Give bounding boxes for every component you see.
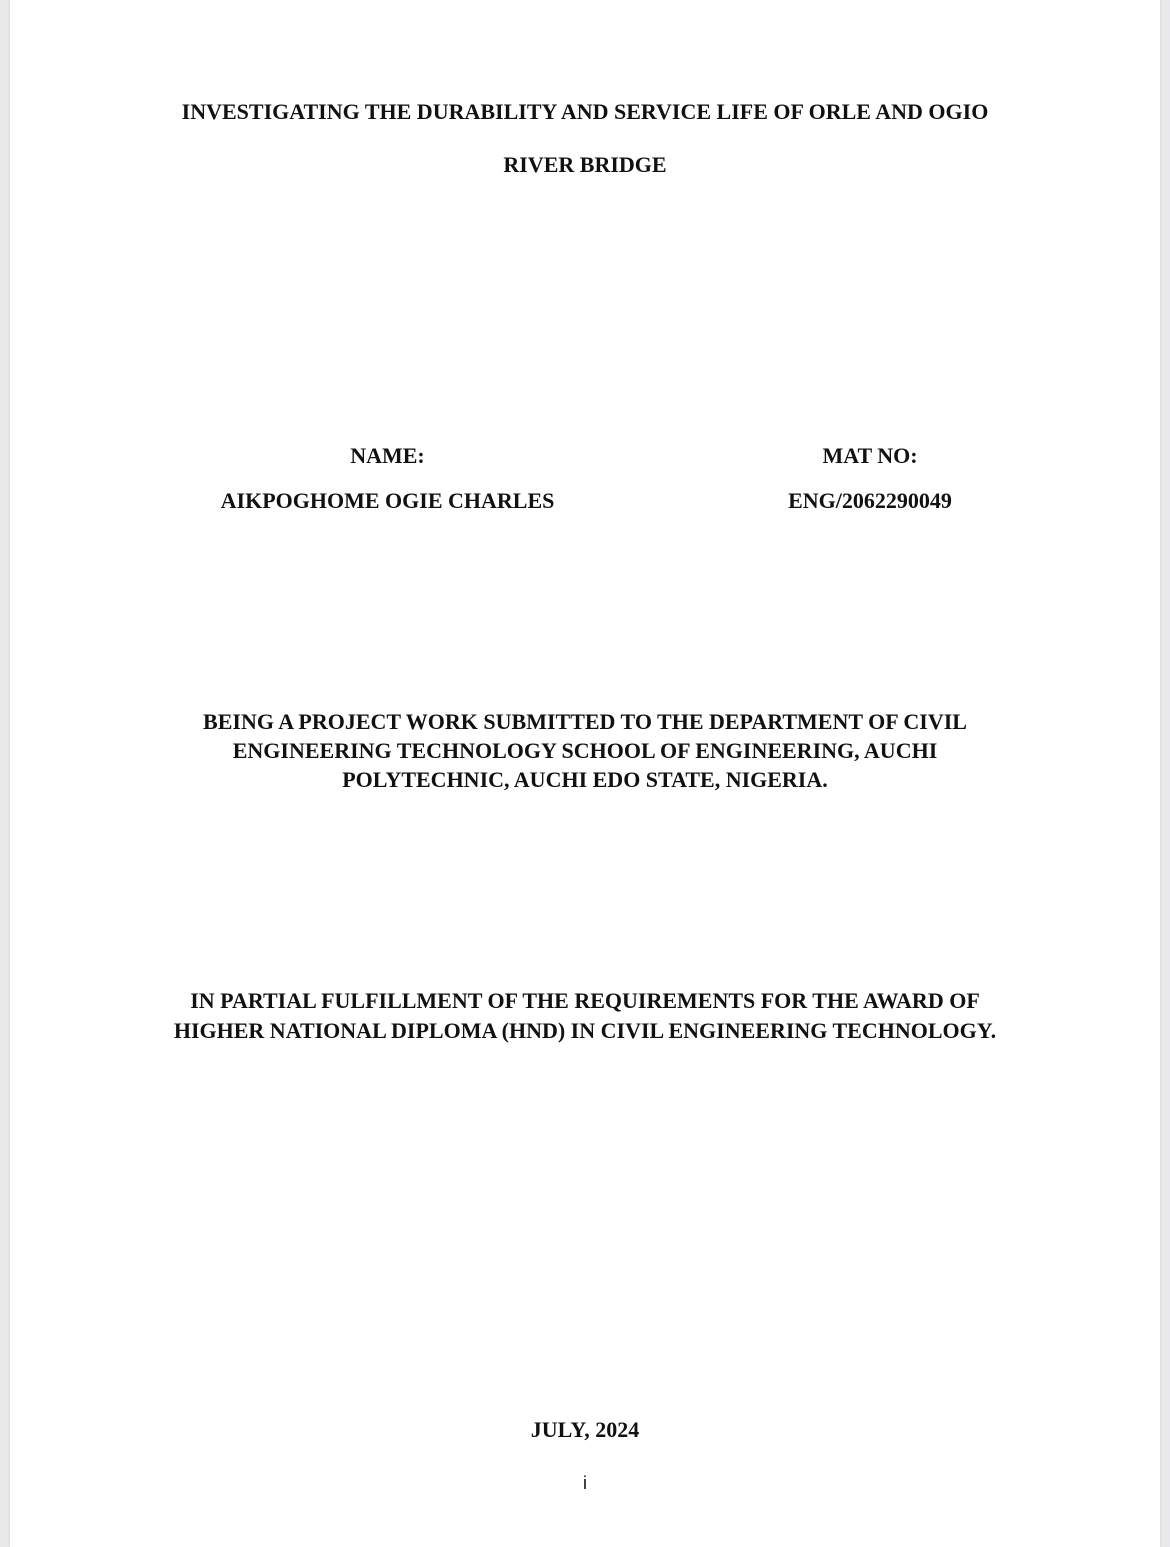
name-label: NAME: <box>350 443 425 468</box>
title-line-2: RIVER BRIDGE <box>503 152 667 177</box>
mat-no-label: MAT NO: <box>822 443 918 468</box>
title-line-1: INVESTIGATING THE DURABILITY AND SERVICE LIFE OF ORLE AND OGIO <box>181 99 989 124</box>
submission-line-2: ENGINEERING TECHNOLOGY SCHOOL OF ENGINEERING, AUCHI <box>232 738 938 763</box>
fulfillment-line-2: HIGHER NATIONAL DIPLOMA (HND) IN CIVIL ENGINEERING TECHNOLOGY. <box>173 1018 997 1043</box>
name-value: AIKPOGHOME OGIE CHARLES <box>220 488 555 513</box>
fulfillment-line-1: IN PARTIAL FULFILLMENT OF THE REQUIREMENTS FOR THE AWARD OF <box>190 988 980 1013</box>
mat-no-value: ENG/2062290049 <box>788 488 952 513</box>
submission-line-3: POLYTECHNIC, AUCHI EDO STATE, NIGERIA. <box>342 767 828 792</box>
submission-line-1: BEING A PROJECT WORK SUBMITTED TO THE DEPARTMENT OF CIVIL <box>203 709 967 734</box>
page-number: i <box>583 1473 587 1493</box>
document-page <box>10 0 1160 1547</box>
submission-date: JULY, 2024 <box>530 1417 640 1442</box>
